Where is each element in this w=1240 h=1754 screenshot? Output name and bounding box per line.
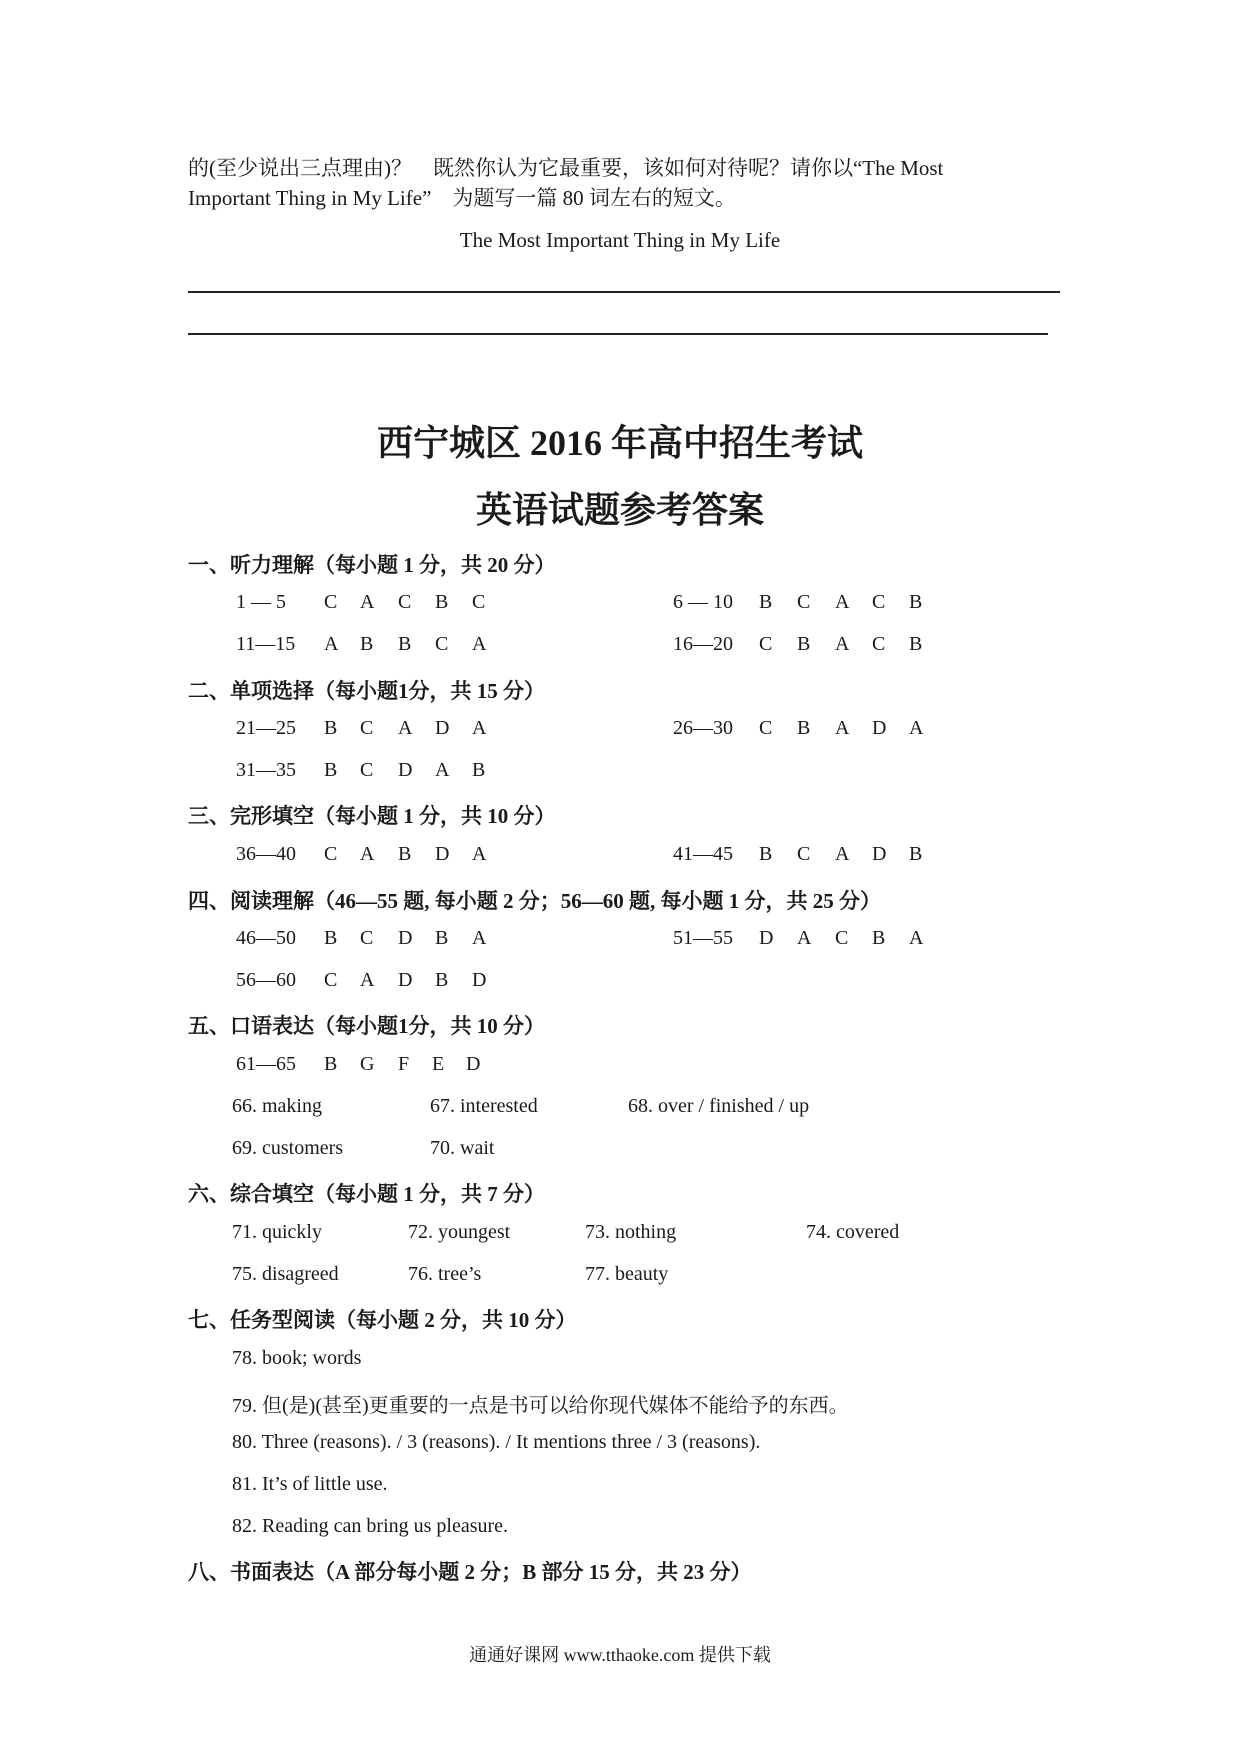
answer-letter: A [360, 969, 375, 991]
answer-letter: B [435, 927, 449, 949]
answer-letter: B [797, 633, 811, 655]
answer-letter: C [360, 759, 374, 781]
answer-letter: A [435, 759, 450, 781]
answer-letter: C [360, 717, 374, 739]
answer-letter: D [435, 843, 450, 865]
word-answer-67: 67. interested [430, 1095, 538, 1117]
answer-letter: A [324, 633, 339, 655]
task-answer-82: 82. Reading can bring us pleasure. [232, 1515, 509, 1537]
answer-letter: A [360, 843, 375, 865]
answer-letter: B [909, 591, 923, 613]
section-heading-6: 六、综合填空（每小题 1 分，共 7 分） [188, 1182, 545, 1206]
answer-letter: A [472, 633, 487, 655]
word-answer-76: 76. tree’s [408, 1263, 482, 1285]
task-answer-80: 80. Three (reasons). / 3 (reasons). / It mentions three / 3 (reasons). [232, 1431, 761, 1453]
task-answer-81: 81. It’s of little use. [232, 1473, 388, 1495]
answer-letter: C [324, 591, 338, 613]
answer-letter: B [398, 633, 412, 655]
answer-letter: B [435, 969, 449, 991]
word-answer-74: 74. covered [806, 1221, 900, 1243]
task-answer-79: 79. 但(是)(甚至)更重要的一点是书可以给你现代媒体不能给予的东西。 [232, 1395, 849, 1417]
answer-letter: B [872, 927, 886, 949]
answer-range: 11—15 [236, 633, 296, 655]
answer-letter: D [759, 927, 774, 949]
answer-letter: A [835, 843, 850, 865]
section-heading-1: 一、听力理解（每小题 1 分，共 20 分） [188, 553, 556, 577]
section-heading-5: 五、口语表达（每小题1分，共 10 分） [188, 1014, 545, 1038]
word-answer-75: 75. disagreed [232, 1263, 339, 1285]
answer-letter: C [435, 633, 449, 655]
answer-letter: B [398, 843, 412, 865]
answer-letter: A [909, 717, 924, 739]
answer-letter: B [797, 717, 811, 739]
word-answer-73: 73. nothing [585, 1221, 677, 1243]
answer-range: 56—60 [236, 969, 296, 991]
answer-letter: E [432, 1053, 445, 1075]
answer-range: 26—30 [673, 717, 733, 739]
answer-letter: A [835, 633, 850, 655]
answer-range: 46—50 [236, 927, 296, 949]
answer-letter: A [472, 843, 487, 865]
answer-range: 31—35 [236, 759, 296, 781]
word-answer-70: 70. wait [430, 1137, 495, 1159]
answer-letter: C [872, 633, 886, 655]
answer-letter: B [759, 843, 773, 865]
answer-letter: D [435, 717, 450, 739]
word-answer-68: 68. over / finished / up [628, 1095, 810, 1117]
writing-line-2 [188, 333, 1048, 335]
answer-range: 16—20 [673, 633, 733, 655]
answer-letter: C [835, 927, 849, 949]
answer-letter: A [835, 717, 850, 739]
word-answer-66: 66. making [232, 1095, 322, 1117]
answer-letter: C [324, 969, 338, 991]
intro-line-1: 的(至少说出三点理由)？ 既然你认为它最重要，该如何对待呢？请你以“The Most [188, 156, 944, 180]
answer-letter: A [398, 717, 413, 739]
answer-letter: B [324, 1053, 338, 1075]
answer-range: 41—45 [673, 843, 733, 865]
answer-letter: C [360, 927, 374, 949]
answer-letter: G [360, 1053, 375, 1075]
answer-letter: B [435, 591, 449, 613]
answer-range: 51—55 [673, 927, 733, 949]
answer-letter: D [398, 759, 413, 781]
answer-letter: D [398, 927, 413, 949]
word-answer-69: 69. customers [232, 1137, 344, 1159]
section-heading-7: 七、任务型阅读（每小题 2 分，共 10 分） [188, 1308, 577, 1332]
answer-letter: C [472, 591, 486, 613]
answer-letter: D [472, 969, 487, 991]
answer-letter: C [759, 633, 773, 655]
answer-letter: A [797, 927, 812, 949]
answer-letter: C [797, 843, 811, 865]
doc-title: 西宁城区 2016 年高中招生考试 [376, 423, 863, 463]
answer-letter: D [872, 843, 887, 865]
answer-letter: B [324, 717, 338, 739]
answer-letter: A [909, 927, 924, 949]
answer-letter: A [835, 591, 850, 613]
answer-letter: B [324, 927, 338, 949]
page-footer: 通通好课网 www.tthaoke.com 提供下载 [469, 1645, 771, 1665]
answer-range: 61—65 [236, 1053, 296, 1075]
answer-letter: C [759, 717, 773, 739]
section-heading-4: 四、阅读理解（46—55 题, 每小题 2 分；56—60 题, 每小题 1 分，共 25 分） [188, 889, 881, 913]
answer-letter: D [872, 717, 887, 739]
answer-letter: C [797, 591, 811, 613]
section-heading-8: 八、书面表达（A 部分每小题 2 分；B 部分 15 分，共 23 分） [188, 1560, 752, 1584]
writing-line-1 [188, 291, 1060, 293]
answer-letter: C [398, 591, 412, 613]
answer-letter: B [360, 633, 374, 655]
answer-range: 1 — 5 [236, 591, 286, 613]
answer-letter: A [360, 591, 375, 613]
answer-letter: D [466, 1053, 481, 1075]
essay-title: The Most Important Thing in My Life [459, 228, 781, 252]
word-answer-72: 72. youngest [408, 1221, 511, 1243]
section-heading-3: 三、完形填空（每小题 1 分，共 10 分） [188, 804, 556, 828]
answer-letter: B [324, 759, 338, 781]
answer-letter: A [472, 927, 487, 949]
answer-letter: B [472, 759, 486, 781]
answer-letter: C [872, 591, 886, 613]
word-answer-71: 71. quickly [232, 1221, 322, 1243]
word-answer-77: 77. beauty [585, 1263, 669, 1285]
answer-range: 36—40 [236, 843, 296, 865]
answer-letter: D [398, 969, 413, 991]
answer-letter: C [324, 843, 338, 865]
section-heading-2: 二、单项选择（每小题1分，共 15 分） [188, 679, 545, 703]
answer-range: 6 — 10 [673, 591, 733, 613]
answer-letter: F [398, 1053, 410, 1075]
answer-range: 21—25 [236, 717, 296, 739]
answer-letter: B [759, 591, 773, 613]
doc-subtitle: 英语试题参考答案 [475, 490, 764, 530]
answer-letter: B [909, 843, 923, 865]
answer-letter: A [472, 717, 487, 739]
answer-letter: B [909, 633, 923, 655]
intro-line-2: Important Thing in My Life” 为题写一篇 80 词左右的短文。 [188, 186, 736, 210]
task-answer-78: 78. book; words [232, 1347, 362, 1369]
